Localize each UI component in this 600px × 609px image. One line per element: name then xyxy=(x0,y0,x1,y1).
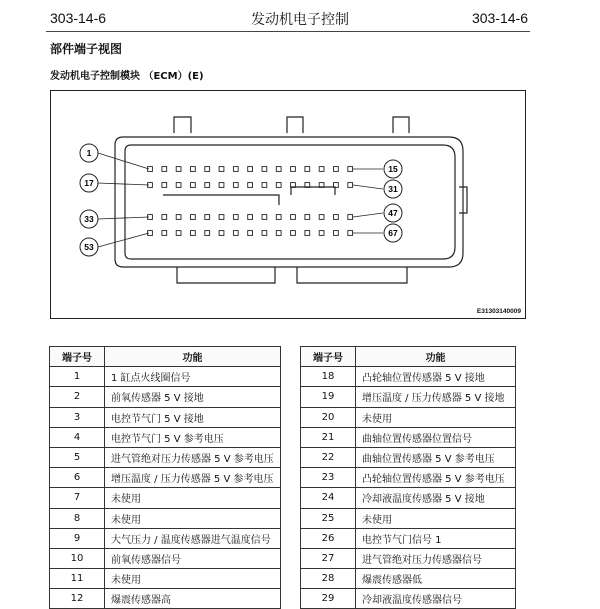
connector-pin xyxy=(162,231,167,236)
connector-housing xyxy=(115,137,463,267)
connector-pin xyxy=(191,167,196,172)
connector-pin xyxy=(233,215,238,220)
figure-subtitle: 发动机电子控制模块 （ECM）(E) xyxy=(50,71,204,82)
connector-pin xyxy=(191,215,196,220)
connector-pin xyxy=(248,231,253,236)
connector-pin xyxy=(348,167,353,172)
callout-1: 1 xyxy=(86,148,92,158)
terminal-function: 1 缸点火线圈信号 xyxy=(105,367,281,387)
connector-pin xyxy=(276,215,281,220)
connector-inner-frame xyxy=(125,145,455,259)
callout-67: 67 xyxy=(388,228,398,238)
header-function: 功能 xyxy=(356,347,516,367)
connector-pin xyxy=(319,231,324,236)
terminal-number: 23 xyxy=(301,468,356,488)
table-row xyxy=(50,468,281,488)
table-row xyxy=(301,407,516,427)
connector-pin xyxy=(305,231,310,236)
terminal-function: 曲轴位置传感器 5 V 参考电压 xyxy=(356,447,516,467)
terminal-function: 前氧传感器 5 V 接地 xyxy=(105,387,281,407)
connector-pin xyxy=(262,231,267,236)
connector-pin xyxy=(176,215,181,220)
terminal-function: 冷却液温度传感器信号 xyxy=(356,589,516,609)
terminal-number: 12 xyxy=(50,589,105,609)
terminal-number: 28 xyxy=(301,569,356,589)
terminal-function: 未使用 xyxy=(105,488,281,508)
connector-pin xyxy=(319,215,324,220)
header-terminal: 端子号 xyxy=(50,347,105,367)
terminal-number: 19 xyxy=(301,387,356,407)
table-row xyxy=(50,589,281,609)
terminal-function: 增压温度 / 压力传感器 5 V 参考电压 xyxy=(105,468,281,488)
terminal-table-left xyxy=(49,346,281,609)
table-row xyxy=(301,528,516,548)
callout-33: 33 xyxy=(84,214,94,224)
connector-pin xyxy=(334,215,339,220)
connector-figure xyxy=(50,90,526,319)
connector-pin xyxy=(219,183,224,188)
connector-pin xyxy=(262,183,267,188)
table-row xyxy=(50,488,281,508)
table-row xyxy=(50,548,281,568)
terminal-number: 11 xyxy=(50,569,105,589)
connector-pin xyxy=(334,167,339,172)
table-row xyxy=(301,447,516,467)
terminal-number: 4 xyxy=(50,427,105,447)
terminal-number: 22 xyxy=(301,447,356,467)
connector-pin xyxy=(191,183,196,188)
top-latch-middle xyxy=(287,117,303,133)
connector-pin xyxy=(348,231,353,236)
connector-pin xyxy=(219,215,224,220)
terminal-number: 20 xyxy=(301,407,356,427)
connector-pin xyxy=(191,231,196,236)
table-row xyxy=(301,589,516,609)
terminal-function: 曲轴位置传感器位置信号 xyxy=(356,427,516,447)
connector-pin xyxy=(262,167,267,172)
section-title: 部件端子视图 xyxy=(50,42,123,56)
table-row xyxy=(50,569,281,589)
connector-pin xyxy=(348,183,353,188)
header-rule xyxy=(46,31,530,32)
page-header xyxy=(0,0,600,34)
terminal-function: 电控节气门 5 V 参考电压 xyxy=(105,427,281,447)
terminal-number: 21 xyxy=(301,427,356,447)
terminal-function: 未使用 xyxy=(356,407,516,427)
terminal-number: 27 xyxy=(301,548,356,568)
table-row xyxy=(301,488,516,508)
top-latch-right xyxy=(393,117,409,133)
terminal-function: 进气管绝对压力传感器信号 xyxy=(356,548,516,568)
terminal-number: 8 xyxy=(50,508,105,528)
connector-pin xyxy=(276,231,281,236)
table-row xyxy=(301,468,516,488)
connector-pin xyxy=(248,215,253,220)
connector-pin xyxy=(162,183,167,188)
connector-pin xyxy=(348,215,353,220)
terminal-number: 3 xyxy=(50,407,105,427)
terminal-function: 凸轮轴位置传感器 5 V 接地 xyxy=(356,367,516,387)
terminal-function: 电控节气门信号 1 xyxy=(356,528,516,548)
connector-diagram xyxy=(51,91,527,320)
connector-pin xyxy=(291,231,296,236)
terminal-number: 6 xyxy=(50,468,105,488)
terminal-function: 未使用 xyxy=(105,569,281,589)
terminal-function: 前氧传感器信号 xyxy=(105,548,281,568)
terminal-function: 电控节气门 5 V 接地 xyxy=(105,407,281,427)
connector-pin xyxy=(162,215,167,220)
table-row xyxy=(50,508,281,528)
table-row xyxy=(301,387,516,407)
table-row xyxy=(50,407,281,427)
page-number-left: 303-14-6 xyxy=(50,10,107,26)
table-row xyxy=(301,569,516,589)
terminal-number: 29 xyxy=(301,589,356,609)
connector-pin xyxy=(219,167,224,172)
table-row xyxy=(50,447,281,467)
connector-pin xyxy=(291,167,296,172)
callout-31: 31 xyxy=(388,184,398,194)
connector-pin xyxy=(248,183,253,188)
connector-pin xyxy=(276,167,281,172)
terminal-function: 增压温度 / 压力传感器 5 V 接地 xyxy=(356,387,516,407)
callout-17: 17 xyxy=(84,178,94,188)
callout-47: 47 xyxy=(388,208,398,218)
connector-pin xyxy=(233,231,238,236)
connector-pin xyxy=(205,167,210,172)
callout-53: 53 xyxy=(84,242,94,252)
terminal-function: 爆震传感器高 xyxy=(105,589,281,609)
connector-pin xyxy=(276,183,281,188)
top-latch-left xyxy=(174,117,191,133)
terminal-function: 未使用 xyxy=(356,508,516,528)
header-terminal: 端子号 xyxy=(301,347,356,367)
table-row xyxy=(50,367,281,387)
connector-pin xyxy=(176,167,181,172)
connector-pin xyxy=(205,215,210,220)
connector-pins xyxy=(148,167,353,236)
terminal-number: 24 xyxy=(301,488,356,508)
connector-pin xyxy=(205,183,210,188)
terminal-number: 25 xyxy=(301,508,356,528)
connector-pin xyxy=(334,231,339,236)
terminal-table-right xyxy=(300,346,516,609)
table-row xyxy=(301,548,516,568)
terminal-function: 爆震传感器低 xyxy=(356,569,516,589)
table-row xyxy=(50,427,281,447)
terminal-function: 凸轮轴位置传感器 5 V 参考电压 xyxy=(356,468,516,488)
connector-pin xyxy=(305,167,310,172)
callout-15: 15 xyxy=(388,164,398,174)
page-number-right: 303-14-6 xyxy=(471,10,528,26)
terminal-number: 5 xyxy=(50,447,105,467)
keying-channel xyxy=(163,187,335,205)
terminal-function: 进气管绝对压力传感器 5 V 参考电压 xyxy=(105,447,281,467)
terminal-number: 1 xyxy=(50,367,105,387)
connector-pin xyxy=(233,167,238,172)
terminal-number: 26 xyxy=(301,528,356,548)
terminal-number: 7 xyxy=(50,488,105,508)
terminal-function: 大气压力 / 温度传感器进气温度信号 xyxy=(105,528,281,548)
terminal-function: 未使用 xyxy=(105,508,281,528)
terminal-function: 冷却液温度传感器 5 V 接地 xyxy=(356,488,516,508)
terminal-number: 9 xyxy=(50,528,105,548)
connector-pin xyxy=(233,183,238,188)
header-function: 功能 xyxy=(105,347,281,367)
table-row xyxy=(50,387,281,407)
table-row xyxy=(301,427,516,447)
table-row xyxy=(301,508,516,528)
table-header-row xyxy=(50,347,281,367)
table-row xyxy=(301,367,516,387)
bottom-tab-left xyxy=(177,267,275,283)
connector-pin xyxy=(305,215,310,220)
table-row xyxy=(50,528,281,548)
connector-pin xyxy=(176,183,181,188)
figure-id: E31303140009 xyxy=(476,308,521,315)
terminal-number: 2 xyxy=(50,387,105,407)
bottom-tab-right xyxy=(297,267,407,283)
terminal-number: 10 xyxy=(50,548,105,568)
page-title: 发动机电子控制 xyxy=(251,12,349,28)
connector-pin xyxy=(262,215,267,220)
connector-pin xyxy=(319,167,324,172)
connector-pin xyxy=(162,167,167,172)
connector-pin xyxy=(205,231,210,236)
connector-pin xyxy=(219,231,224,236)
connector-pin xyxy=(248,167,253,172)
connector-pin xyxy=(176,231,181,236)
connector-pin xyxy=(291,215,296,220)
terminal-number: 18 xyxy=(301,367,356,387)
table-header-row xyxy=(301,347,516,367)
